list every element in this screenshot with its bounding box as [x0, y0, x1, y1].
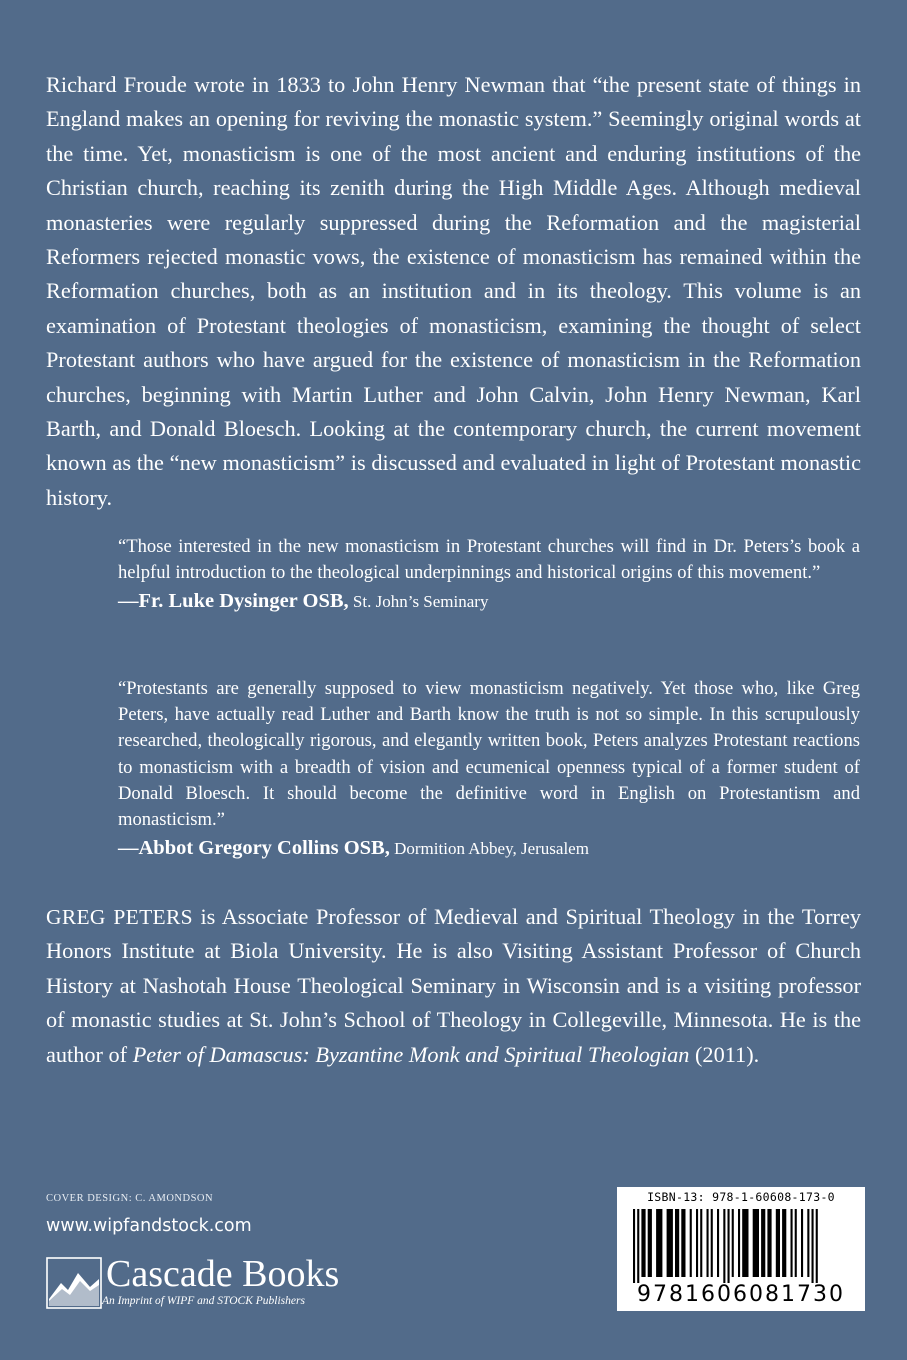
barcode-bar — [728, 1209, 730, 1283]
publisher-logo — [46, 1253, 376, 1313]
endorsement-attribution — [118, 833, 860, 864]
barcode-bar — [681, 1209, 685, 1277]
barcode-bar — [807, 1209, 809, 1277]
publisher-tagline: An Imprint of WIPF and STOCK Publishers — [102, 1295, 305, 1307]
barcode-bar — [732, 1209, 734, 1277]
barcode-bar — [637, 1209, 639, 1283]
endorsement-1 — [118, 534, 860, 617]
barcode-bar — [711, 1209, 713, 1277]
cover-design-credit: COVER DESIGN: C. AMONDSON — [46, 1193, 214, 1204]
barcode-bar — [782, 1209, 786, 1277]
barcode-bar — [633, 1209, 635, 1283]
barcode-bar — [753, 1209, 759, 1277]
endorsement-attribution — [118, 586, 860, 617]
endorsement-2 — [118, 676, 860, 864]
endorser-affiliation: Dormition Abbey, Jerusalem — [389, 839, 589, 859]
endorsement-text: “Protestants are generally supposed to view monasticism negatively. Yet those who, like Greg Peters, have actually read Luther and Barth know the truth is not so simple. In this scrupulously researched, theologically rigorous, and elegantly written book, Peters analyzes Protestant reactions to monasticism with a breadth of vision and ecumenical openness typical of a former student of Donald Bloesch. It should become the definitive word in English on Protestantism and monasticism.” — [118, 678, 860, 831]
author-name: GREG PETERS — [46, 905, 193, 929]
barcode-bar — [667, 1209, 673, 1277]
barcode-bar — [656, 1209, 662, 1277]
book-description: Richard Froude wrote in 1833 to John Henry Newman that “the present state of things in England makes an opening for reviving the monastic system.” Seemingly original words at the time. Yet, monasticism is one of the most ancient and enduring institutions of the Christian church, reaching its zenith during the High Middle Ages. Although medieval monasteries were regularly suppressed during the Reformation and the magisterial Reformers rejected monastic vows, the existence of monasticism has remained within the Reformation churches, both as an institution and in its theology. This volume is an examination of Protestant theologies of monasticism, examining the thought of select Protestant authors who have argued for the existence of monasticism in the Reformation churches, beginning with Martin Luther and John Calvin, John Henry Newman, Karl Barth, and Donald Bloesch. Looking at the contemporary church, the current movement known as the “new monasticism” is discussed and evaluated in light of Protestant monastic history. — [46, 72, 861, 510]
barcode-bars — [631, 1209, 855, 1283]
barcode-bar — [738, 1209, 740, 1277]
barcode-bar — [700, 1209, 702, 1277]
barcode-bar — [742, 1209, 748, 1277]
publisher-name: Cascade Books — [106, 1253, 340, 1295]
barcode-bar — [816, 1209, 818, 1283]
isbn-barcode — [617, 1187, 865, 1311]
bio-text-end: (2011). — [689, 1041, 760, 1067]
barcode-bar — [696, 1209, 698, 1277]
publisher-website: www.wipfandstock.com — [46, 1216, 252, 1236]
barcode-bar — [767, 1209, 771, 1277]
barcode-bar — [707, 1209, 709, 1277]
barcode-bar — [690, 1209, 692, 1277]
endorsement-text: “Those interested in the new monasticism in Protestant churches will find in Dr. Peters’s book a helpful introduction to the theological underpinnings and historical origins of this movement.” — [118, 536, 860, 584]
isbn-digits: 9781606081730 — [637, 1282, 845, 1307]
barcode-bar — [801, 1209, 803, 1277]
book-title: Peter of Damascus: Byzantine Monk and Spiritual Theologian — [132, 1041, 690, 1067]
barcode-bar — [761, 1209, 765, 1277]
barcode-bar — [791, 1209, 793, 1277]
barcode-bar — [776, 1209, 780, 1277]
isbn-label: ISBN-13: 978-1-60608-173-0 — [647, 1190, 835, 1204]
endorser-name: —Abbot Gregory Collins OSB, — [118, 837, 390, 860]
endorser-affiliation: St. John’s Seminary — [348, 592, 489, 612]
barcode-bar — [812, 1209, 814, 1283]
mountain-logo-icon — [46, 1257, 102, 1309]
barcode-bar — [648, 1209, 652, 1277]
barcode-bar — [795, 1209, 797, 1277]
barcode-bar — [723, 1209, 725, 1283]
barcode-bar — [675, 1209, 679, 1277]
author-bio — [46, 900, 861, 1072]
barcode-bar — [641, 1209, 645, 1277]
bio-text: is Associate Professor of Medieval and Spiritual Theology in the Torrey Honors Institute at Biola University. He is also Visiting Assistant Professor of Church History at Nashotah House Theological Seminary in Wisconsin and is a visiting professor of monastic studies at St. John’s School of Theology in Collegeville, Minnesota. He is the author of — [46, 904, 861, 1067]
barcode-bar — [717, 1209, 719, 1277]
endorser-name: —Fr. Luke Dysinger OSB, — [118, 590, 349, 613]
